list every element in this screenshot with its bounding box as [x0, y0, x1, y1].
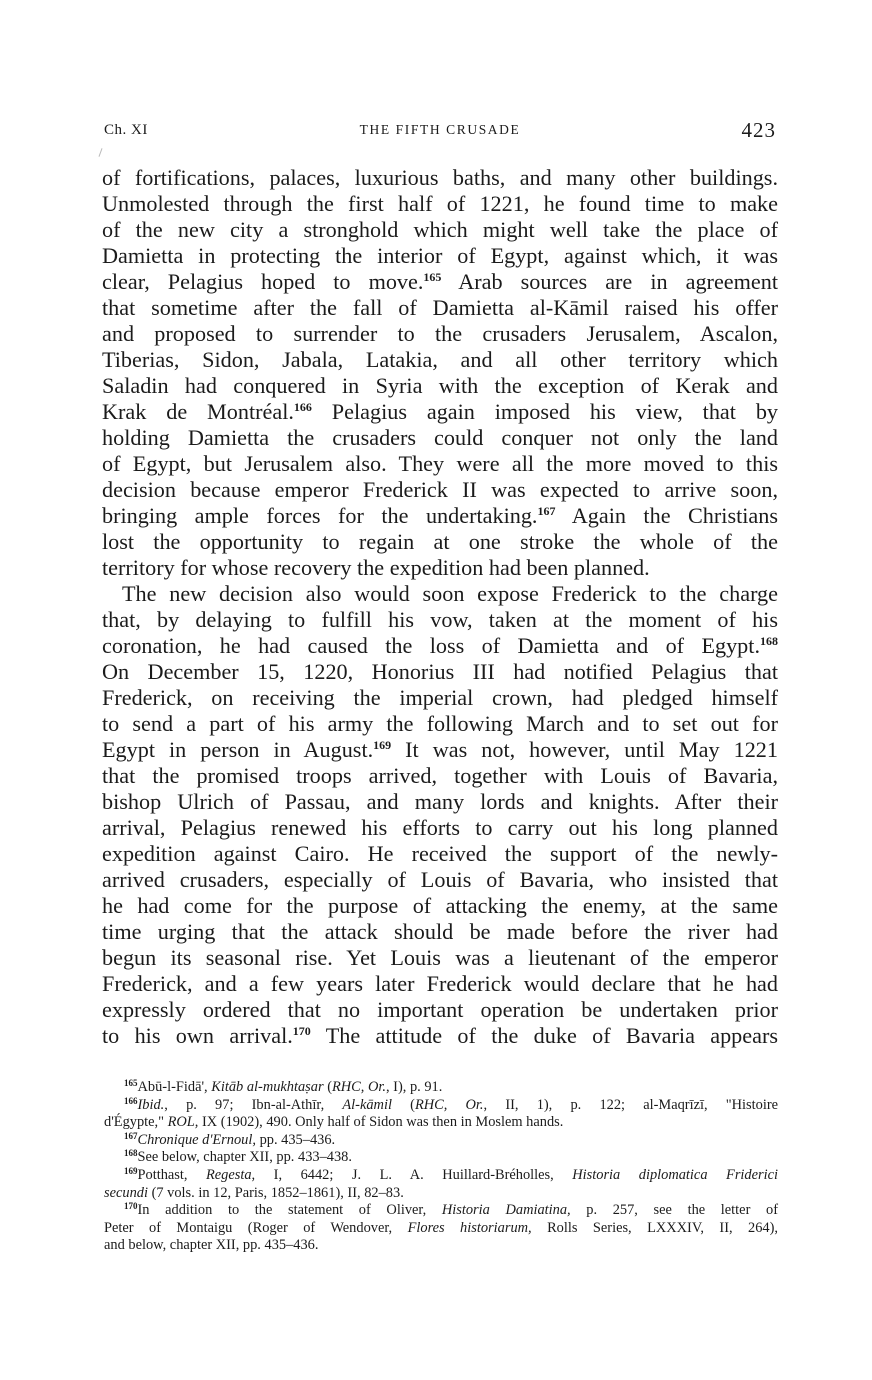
body-line: On December 15, 1220, Honorius III had notified Pelagius that	[102, 659, 778, 684]
body-line: to send a part of his army the following March and to set out for	[102, 711, 778, 736]
body-line: holding Damietta the crusaders could conquer not only the land	[102, 425, 778, 450]
body-text	[102, 165, 778, 1049]
body-line: of fortifications, palaces, luxurious baths, and many other buildings.	[102, 165, 778, 190]
body-line: Saladin had conquered in Syria with the exception of Kerak and	[102, 373, 778, 398]
footnote: $^{167}$Chronique d'Ernoul, pp. 435–436.	[124, 1130, 336, 1148]
footnote-ref: 166	[293, 400, 312, 414]
body-line: lost the opportunity to regain at one stroke the whole of the	[102, 529, 778, 554]
running-title: THE FIFTH CRUSADE	[359, 122, 521, 137]
footnote: d'Égypte," ROL, IX (1902), 490. Only half of Sidon was then in Moslem hands.	[104, 1114, 564, 1131]
footnote: $^{168}$See below, chapter XII, pp. 433–438.	[124, 1148, 352, 1166]
footnotes	[104, 1079, 778, 1255]
footnote-ref: 165	[423, 270, 442, 284]
footnote: secundi (7 vols. in 12, Paris, 1852–1861), II, 82–83.	[104, 1184, 404, 1201]
page-number: 423	[741, 118, 776, 142]
body-line: bringing ample forces for the undertaking.$^{167}$ Again the Christians	[102, 503, 778, 528]
body-line: The new decision also would soon expose Frederick to the charge	[122, 581, 778, 606]
body-line: expressly ordered that no important operation be undertaken prior	[102, 997, 778, 1022]
body-line: Damietta in protecting the interior of Egypt, against which, it was	[102, 243, 778, 268]
footnote: $^{169}$Potthast, Regesta, I, 6442; J. L. A. Huillard-Bréholles, Historia diplomatica Friderici	[124, 1165, 778, 1183]
body-line: that the promised troops arrived, together with Louis of Bavaria,	[102, 763, 778, 788]
footnote: $^{165}$Abū-l-Fidā', Kitāb al-mukhtaṣar (RHC, Or., I), p. 91.	[124, 1078, 443, 1095]
body-line: Unmolested through the first half of 1221, he found time to make	[102, 191, 778, 216]
body-line: clear, Pelagius hoped to move.$^{165}$ Arab sources are in agreement	[102, 269, 779, 294]
footnote: and below, chapter XII, pp. 435–436.	[104, 1237, 319, 1254]
footnote-ref: 168	[760, 634, 778, 648]
body-line: of Egypt, but Jerusalem also. They were all the more moved to this	[102, 451, 778, 476]
body-line: and proposed to surrender to the crusaders Jerusalem, Ascalon,	[102, 321, 778, 346]
body-line: that sometime after the fall of Damietta al-Kāmil raised his offer	[102, 295, 778, 320]
body-line: Frederick, and a few years later Frederick would declare that he had	[102, 971, 778, 996]
footnote-ref: 170	[292, 1024, 311, 1038]
body-line: of the new city a stronghold which might well take the place of	[102, 217, 778, 242]
footnote-ref: 167	[537, 504, 556, 518]
body-line: time urging that the attack should be made before the river had	[102, 919, 778, 944]
body-line: decision because emperor Frederick II was expected to arrive soon,	[102, 477, 778, 502]
body-line: arrival, Pelagius renewed his efforts to carry out his long planned	[102, 815, 778, 840]
footnote: Peter of Montaigu (Roger of Wendover, Flores historiarum, Rolls Series, LXXXIV, II, 264),	[104, 1219, 779, 1236]
body-line: expedition against Cairo. He received the support of the newly-	[102, 841, 778, 866]
body-line: coronation, he had caused the loss of Damietta and of Egypt.$^{168}$	[102, 633, 778, 658]
body-line: Krak de Montréal.$^{166}$ Pelagius again imposed his view, that by	[102, 399, 779, 424]
footnote: $^{166}$Ibid., p. 97; Ibn-al-Athīr, Al-kāmil (RHC, Or., II, 1), p. 122; al-Maqrīzī, "Histoire	[124, 1095, 778, 1113]
body-line: begun its seasonal rise. Yet Louis was a lieutenant of the emperor	[102, 945, 778, 970]
body-line: Frederick, on receiving the imperial crown, had pledged himself	[102, 685, 778, 710]
body-line: bishop Ulrich of Passau, and many lords and knights. After their	[102, 789, 778, 814]
footnote: $^{170}$In addition to the statement of Oliver, Historia Damiatina, p. 257, see the letter of	[124, 1201, 778, 1219]
footnote-ref: 169	[373, 738, 392, 752]
body-line: arrived crusaders, especially of Louis of Bavaria, who insisted that	[102, 867, 778, 892]
body-line: he had come for the purpose of attacking the enemy, at the same	[102, 893, 778, 918]
body-line: that, by delaying to fulfill his vow, taken at the moment of his	[102, 607, 778, 632]
stray-mark	[98, 148, 102, 157]
body-line: territory for whose recovery the expedition had been planned.	[102, 555, 650, 580]
body-line: Tiberias, Sidon, Jabala, Latakia, and all other territory which	[102, 347, 778, 372]
body-line: Egypt in person in August.$^{169}$ It was not, however, until May 1221	[102, 737, 778, 762]
page-header	[104, 118, 776, 148]
body-line: to his own arrival.$^{170}$ The attitude of the duke of Bavaria appears	[102, 1023, 778, 1048]
chapter-label: Ch. XI	[104, 122, 148, 138]
